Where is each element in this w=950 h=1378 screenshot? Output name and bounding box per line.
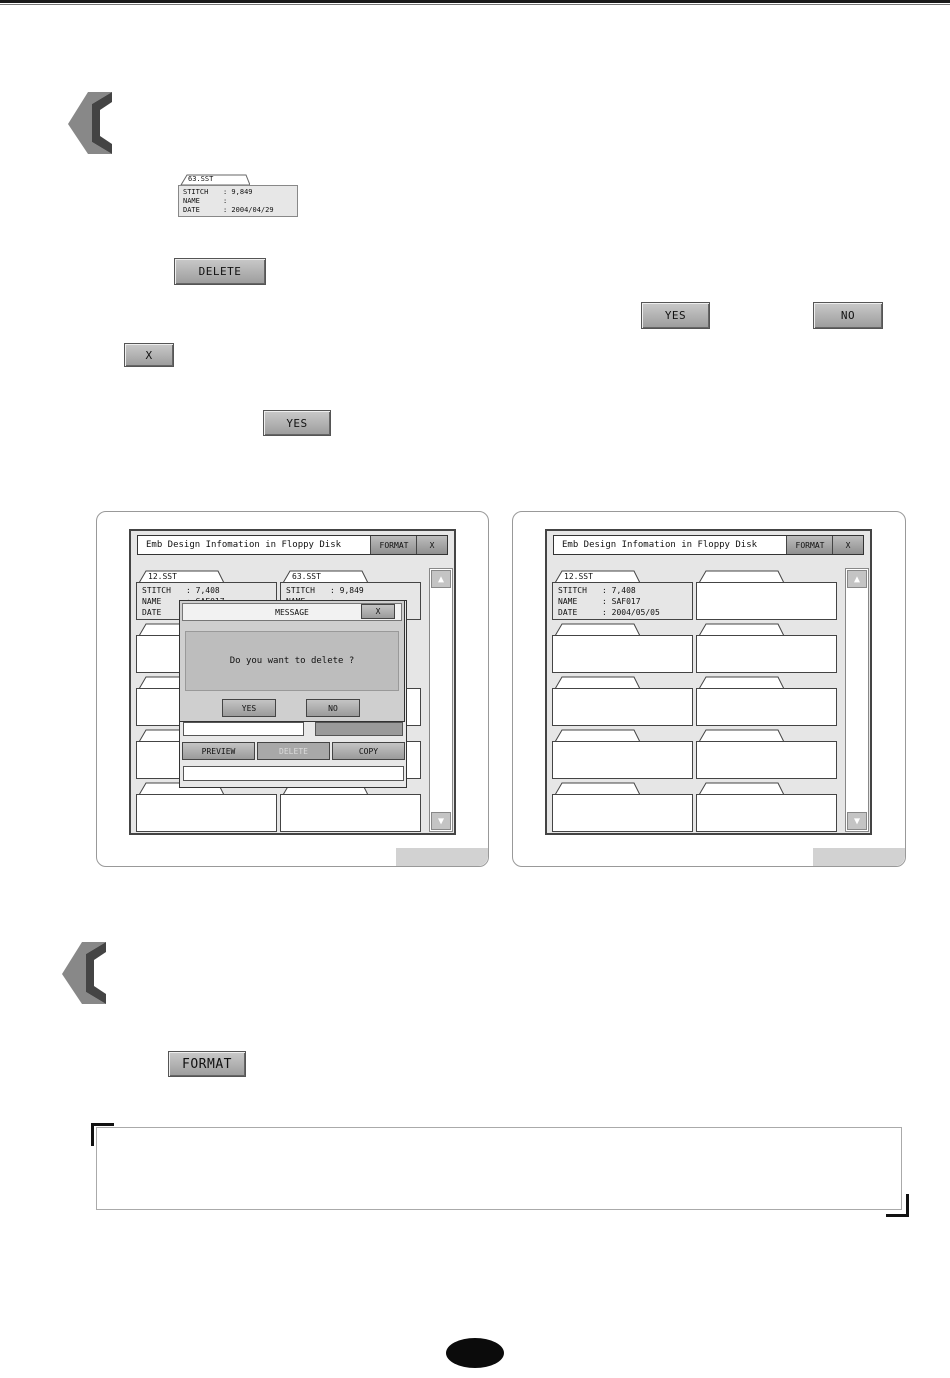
window-close-button[interactable]: X: [832, 536, 863, 554]
frame-footer-tab: [396, 848, 488, 866]
name-value: :: [223, 197, 228, 205]
delete-button-active[interactable]: DELETE: [257, 742, 330, 760]
card-body: [552, 741, 693, 779]
card-tab-label: 12.SST: [564, 572, 593, 581]
preview-button[interactable]: PREVIEW: [182, 742, 255, 760]
card-body: [552, 688, 693, 726]
name-label: NAME: [558, 597, 578, 606]
page-number-badge: [446, 1338, 504, 1368]
date-value: : 2004/05/05: [602, 608, 660, 617]
note-corner-mark: [91, 1123, 114, 1146]
window-title: Emb Design Infomation in Floppy Disk: [562, 540, 758, 550]
top-rule: [0, 0, 950, 3]
card-body: [552, 582, 693, 620]
card-body: [696, 635, 837, 673]
dialog-no-button[interactable]: NO: [306, 699, 360, 717]
date-label: DATE: [183, 206, 200, 214]
stitch-label: STITCH: [558, 586, 587, 595]
card-body: [178, 185, 298, 217]
stitch-label: STITCH: [142, 586, 171, 595]
note-box: [96, 1127, 902, 1210]
card-body: [280, 794, 421, 832]
date-label: DATE: [142, 608, 162, 617]
card-body: [696, 741, 837, 779]
card-body: [552, 794, 693, 832]
design-card-empty[interactable]: [696, 676, 837, 726]
no-button[interactable]: NO: [813, 302, 883, 329]
stitch-value: : 7,408: [186, 586, 220, 595]
card-body: [696, 582, 837, 620]
format-button[interactable]: FORMAT: [168, 1051, 246, 1077]
vertical-scrollbar[interactable]: [845, 568, 869, 832]
yes-button[interactable]: YES: [641, 302, 710, 329]
name-label: NAME: [183, 197, 200, 205]
stitch-label: STITCH: [183, 188, 209, 196]
design-card-empty[interactable]: [552, 676, 693, 726]
name-value: : SAF017: [602, 597, 641, 606]
card-tab-label: 12.SST: [148, 572, 177, 581]
dialog-title-bar: [182, 603, 402, 621]
format-button[interactable]: FORMAT: [786, 536, 833, 554]
chevron-left-icon: [68, 92, 120, 156]
dialog-close-button[interactable]: X: [361, 604, 395, 619]
yes-button-confirm[interactable]: YES: [263, 410, 331, 436]
card-body: [136, 794, 277, 832]
scroll-up-icon[interactable]: ▲: [847, 570, 867, 588]
card-tab-label: 63.SST: [188, 175, 214, 183]
card-body: [696, 688, 837, 726]
note-corner-mark: [886, 1194, 909, 1217]
panel-status-field: [183, 766, 404, 781]
design-card-empty[interactable]: [696, 729, 837, 779]
stitch-value: : 7,408: [602, 586, 636, 595]
floppy-disk-screen: [129, 529, 456, 835]
design-card-empty[interactable]: [552, 782, 693, 832]
dialog-yes-button[interactable]: YES: [222, 699, 276, 717]
design-card-empty[interactable]: [696, 570, 837, 620]
format-button[interactable]: FORMAT: [370, 536, 417, 554]
date-value: : 2004/04/29: [223, 206, 274, 214]
panel-field: [183, 722, 304, 736]
design-card-empty[interactable]: [136, 782, 277, 832]
window-title-bar: [553, 535, 864, 555]
name-label: NAME: [142, 597, 162, 606]
vertical-scrollbar[interactable]: [429, 568, 453, 832]
frame-footer-tab: [813, 848, 905, 866]
window-close-button[interactable]: X: [416, 536, 447, 554]
design-card[interactable]: [552, 570, 693, 620]
design-card-empty[interactable]: [280, 782, 421, 832]
design-card-empty[interactable]: [696, 623, 837, 673]
chevron-left-icon: [62, 942, 114, 1006]
scroll-down-icon[interactable]: ▼: [431, 812, 451, 830]
stitch-value: : 9,849: [223, 188, 253, 196]
date-label: DATE: [558, 608, 578, 617]
card-body: [552, 635, 693, 673]
copy-button[interactable]: COPY: [332, 742, 405, 760]
close-button[interactable]: X: [124, 343, 174, 367]
panel-field: [315, 722, 403, 736]
window-title: Emb Design Infomation in Floppy Disk: [146, 540, 342, 550]
delete-button[interactable]: DELETE: [174, 258, 266, 285]
stitch-label: STITCH: [286, 586, 315, 595]
design-card-empty[interactable]: [552, 623, 693, 673]
floppy-disk-screen: [545, 529, 872, 835]
card-tab-label: 63.SST: [292, 572, 321, 581]
window-title-bar: [137, 535, 448, 555]
stitch-value: : 9,849: [330, 586, 364, 595]
message-dialog: [179, 600, 405, 722]
screenshot-frame-left: [96, 511, 489, 867]
card-body: [696, 794, 837, 832]
design-card-empty[interactable]: [552, 729, 693, 779]
scroll-down-icon[interactable]: ▼: [847, 812, 867, 830]
scroll-up-icon[interactable]: ▲: [431, 570, 451, 588]
dialog-title: MESSAGE: [275, 607, 309, 617]
top-rule-thin: [0, 4, 950, 5]
design-card-empty[interactable]: [696, 782, 837, 832]
screenshot-frame-right: [512, 511, 906, 867]
dialog-message: Do you want to delete ?: [185, 631, 399, 691]
